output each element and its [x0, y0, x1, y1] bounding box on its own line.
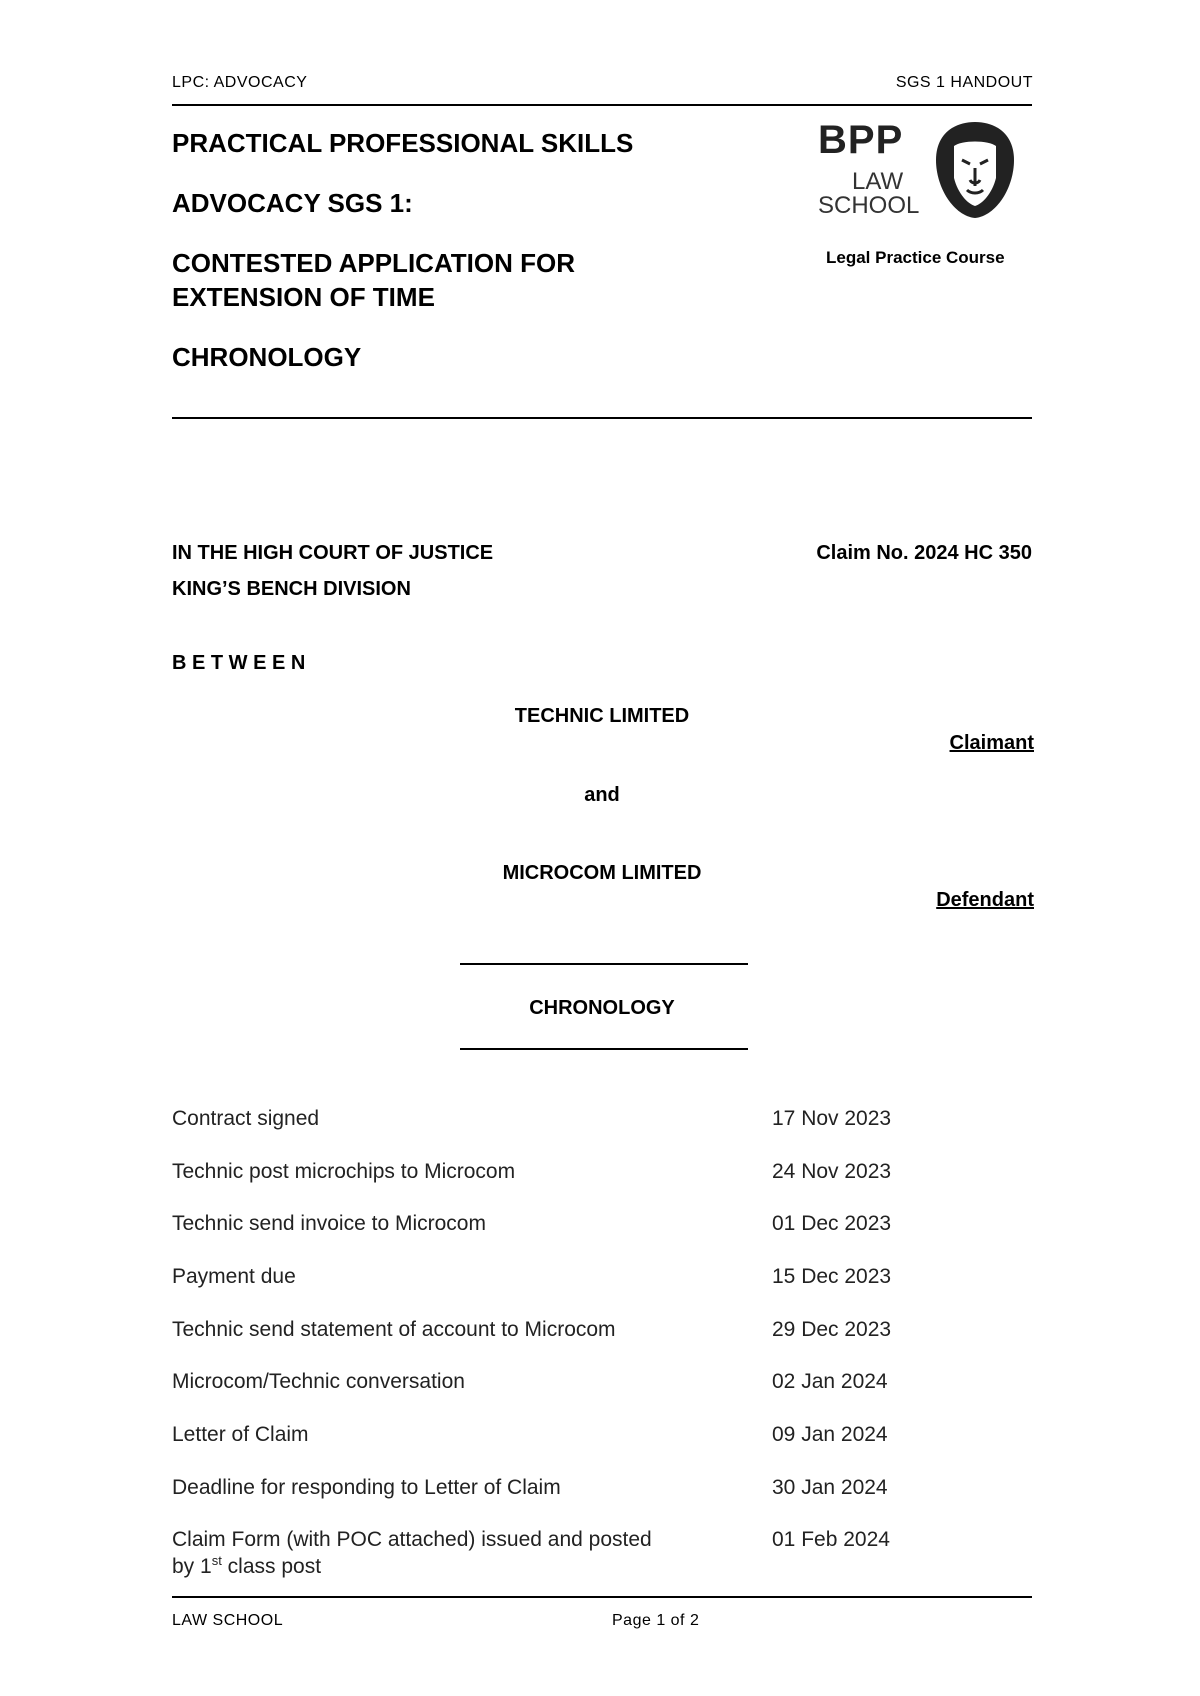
event-text: Deadline for responding to Letter of Claim — [172, 1476, 561, 1499]
event-date: 02 Jan 2024 — [772, 1370, 888, 1393]
event-date: 30 Jan 2024 — [772, 1476, 888, 1499]
event-text: Payment due — [172, 1265, 296, 1288]
claimant-name: TECHNIC LIMITED — [514, 705, 690, 727]
and-label: and — [584, 784, 620, 806]
title-rule — [172, 417, 1032, 419]
between-label: B E T W E E N — [172, 652, 306, 674]
bpp-logo — [818, 118, 1028, 228]
event-date: 24 Nov 2023 — [772, 1160, 892, 1183]
logo-law: LAW — [852, 168, 904, 195]
footer-rule — [172, 1596, 1032, 1598]
event-date: 01 Dec 2023 — [772, 1212, 892, 1235]
lion-head-icon — [934, 120, 1016, 220]
chronology-rule-bottom — [460, 1048, 748, 1050]
event-text: Microcom/Technic conversation — [172, 1370, 465, 1393]
event-date: 17 Nov 2023 — [772, 1107, 892, 1130]
title-extension-of-time: EXTENSION OF TIME — [172, 282, 435, 312]
event-text: Technic post microchips to Microcom — [172, 1160, 516, 1183]
footer-left: LAW SCHOOL — [172, 1612, 284, 1629]
event-text: Technic send statement of account to Microcom — [172, 1318, 616, 1341]
event-text-line2a: by 1 — [172, 1555, 212, 1578]
event-date: 29 Dec 2023 — [772, 1318, 892, 1341]
title-practical-skills: PRACTICAL PROFESSIONAL SKILLS — [172, 128, 634, 158]
event-text: Letter of Claim — [172, 1423, 309, 1446]
title-contested-application: CONTESTED APPLICATION FOR — [172, 248, 575, 278]
defendant-name: MICROCOM LIMITED — [502, 862, 702, 884]
court-division: KING’S BENCH DIVISION — [172, 578, 411, 600]
chronology-heading: CHRONOLOGY — [529, 997, 675, 1019]
event-text — [172, 1526, 712, 1580]
header-rule — [172, 104, 1032, 106]
defendant-role: Defendant — [936, 889, 1034, 911]
event-text-line2b: class post — [221, 1555, 322, 1578]
claim-number: Claim No. 2024 HC 350 — [816, 542, 1032, 564]
header-left: LPC: ADVOCACY — [172, 74, 308, 91]
title-chronology: CHRONOLOGY — [172, 342, 362, 372]
claimant-role: Claimant — [949, 732, 1034, 754]
event-text: Contract signed — [172, 1107, 320, 1130]
event-text: Technic send invoice to Microcom — [172, 1212, 486, 1235]
court-name: IN THE HIGH COURT OF JUSTICE — [172, 542, 494, 564]
logo-caption: Legal Practice Course — [826, 248, 1005, 267]
event-date: 09 Jan 2024 — [772, 1423, 888, 1446]
ordinal-suffix: st — [211, 1553, 222, 1568]
logo-school: SCHOOL — [818, 192, 920, 219]
event-date: 01 Feb 2024 — [772, 1528, 890, 1551]
chronology-rule-top — [460, 963, 748, 965]
logo-brand: BPP — [818, 118, 904, 162]
event-text-line1: Claim Form (with POC attached) issued and posted — [172, 1528, 652, 1551]
header-right: SGS 1 HANDOUT — [895, 74, 1033, 91]
event-date: 15 Dec 2023 — [772, 1265, 892, 1288]
title-advocacy-sgs: ADVOCACY SGS 1: — [172, 188, 413, 218]
page-number: Page 1 of 2 — [612, 1612, 700, 1629]
